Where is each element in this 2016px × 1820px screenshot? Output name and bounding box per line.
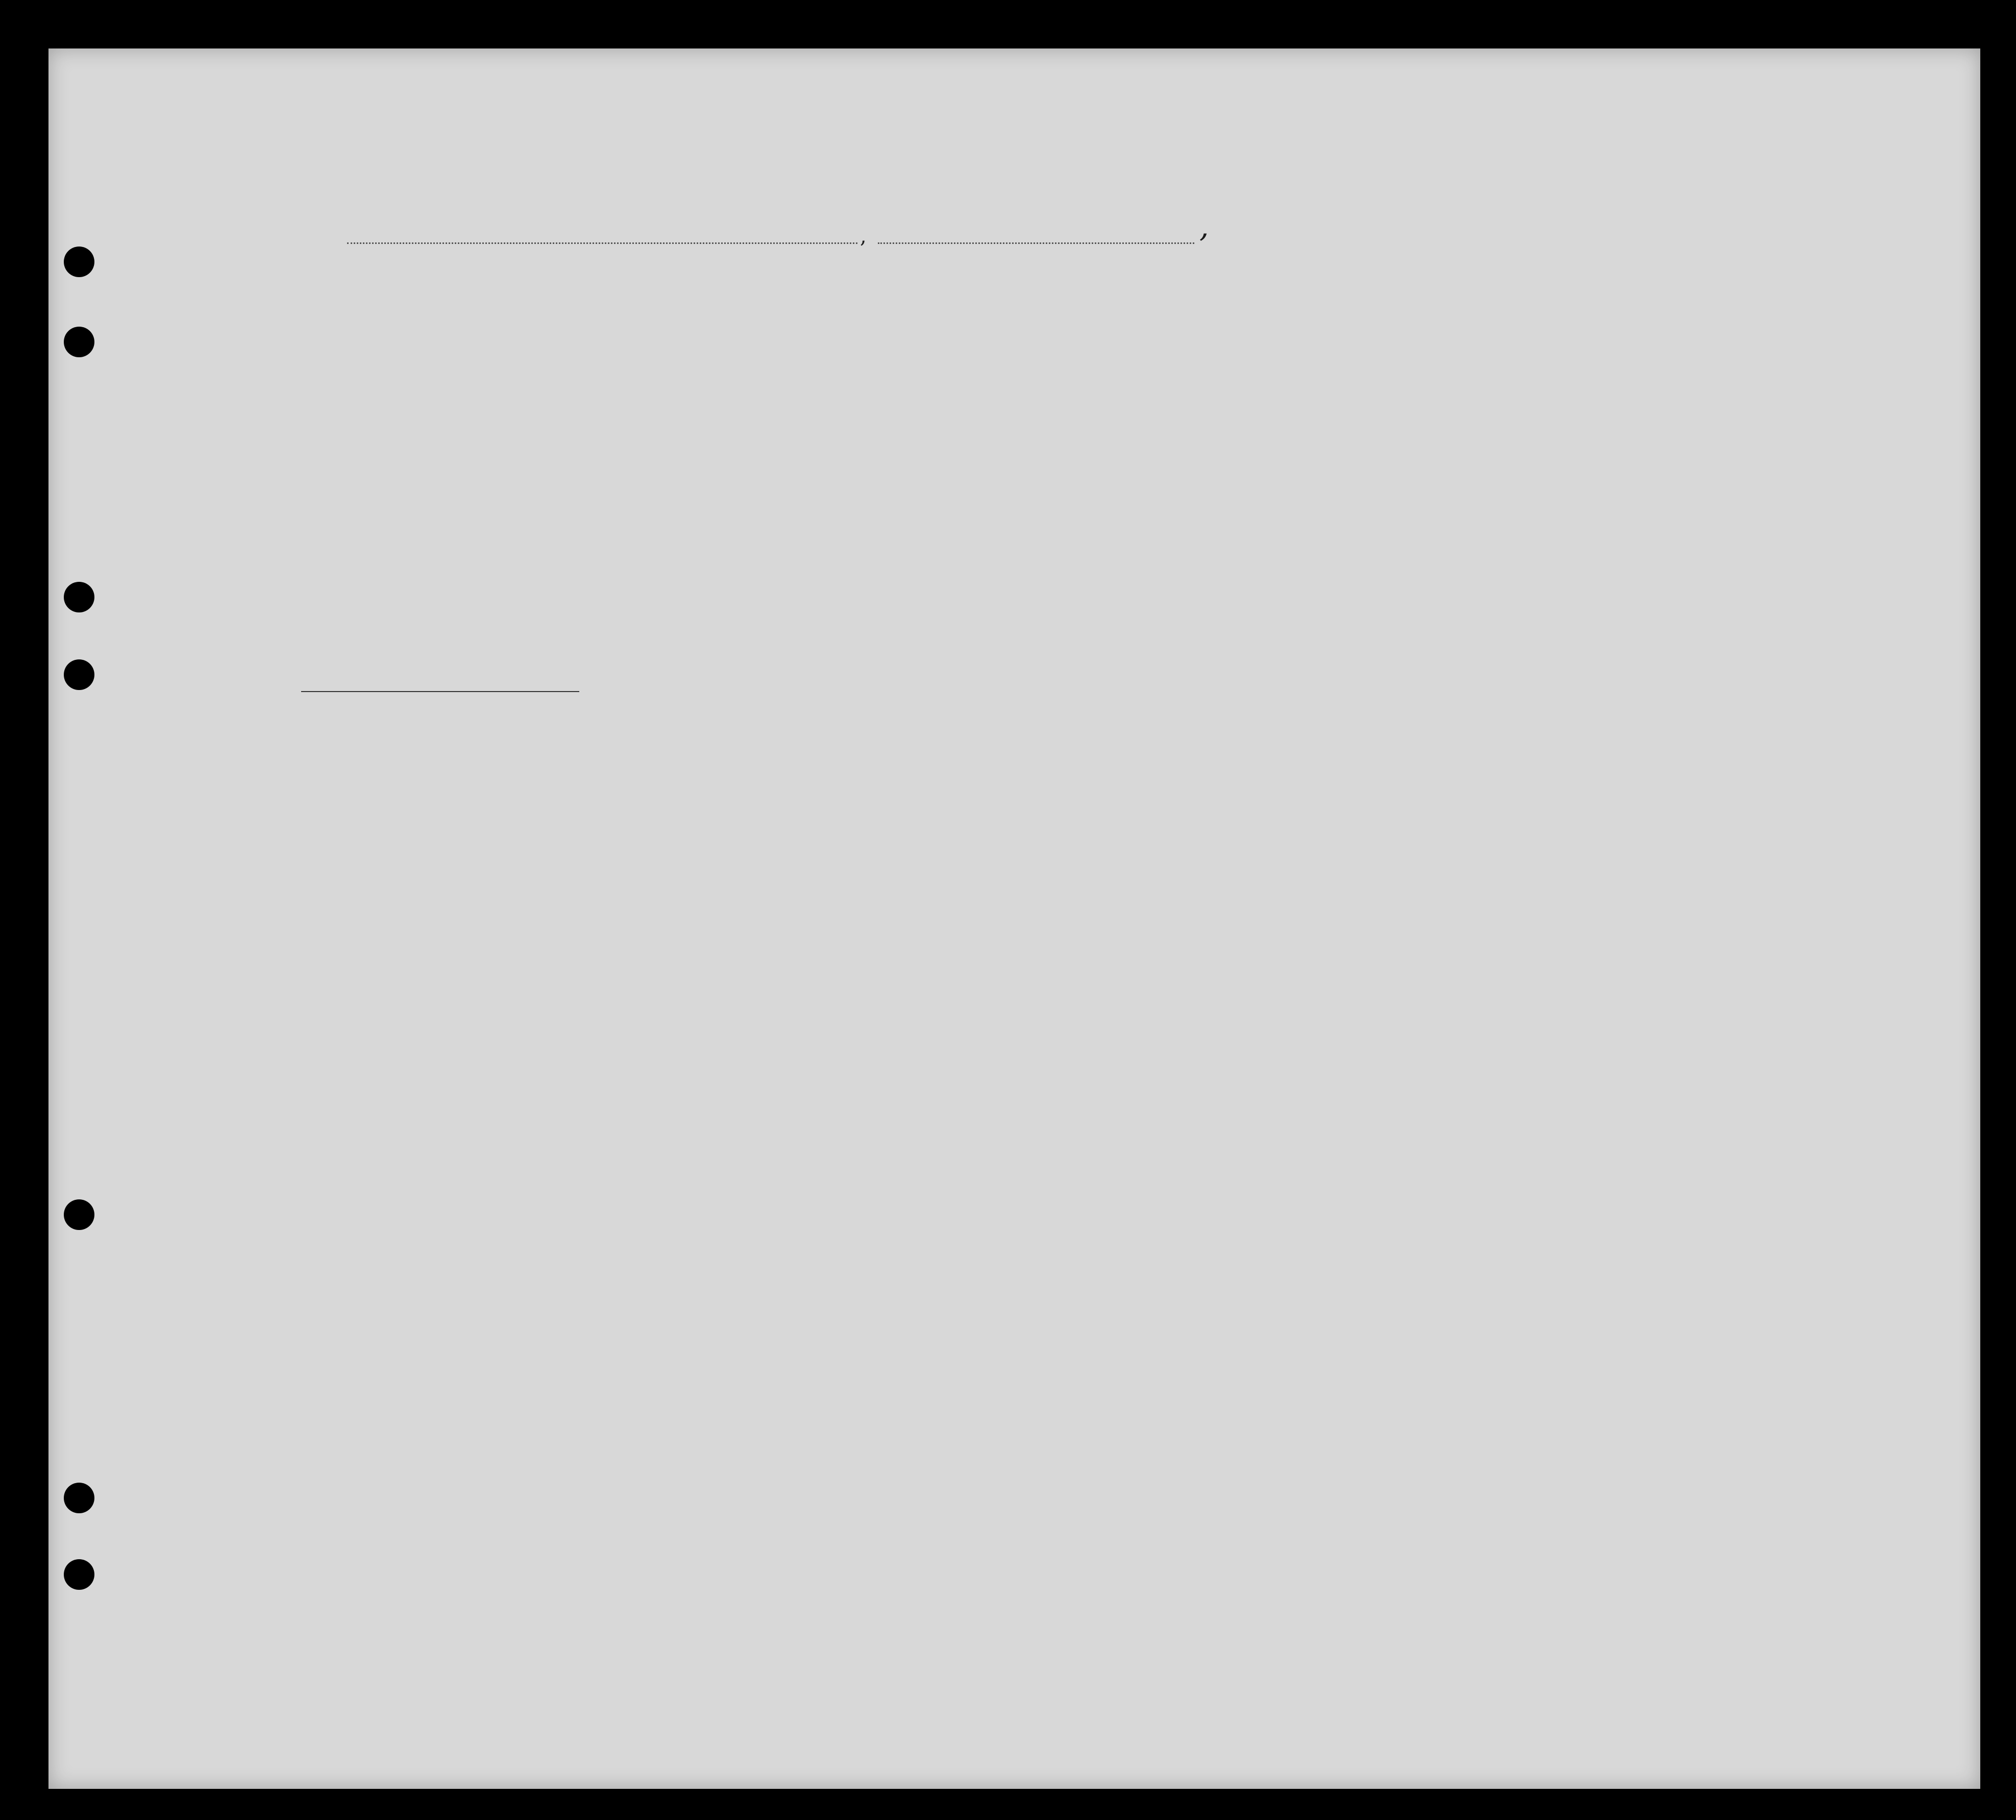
- header-polygamist: [1323, 311, 1341, 441]
- header-length: [1176, 327, 1207, 441]
- header-ticket: [586, 306, 611, 441]
- year-prefix: ,: [1199, 209, 1218, 244]
- header-prison: [1276, 311, 1307, 441]
- header-citizen: [1245, 327, 1276, 441]
- comma: ,: [860, 225, 867, 248]
- closed-underline: [301, 691, 579, 692]
- header-offer: [1427, 311, 1457, 441]
- header-fifty-dollars: [705, 309, 731, 441]
- header-anarchist: [1349, 311, 1367, 441]
- header-deported: [1466, 311, 1496, 441]
- header-return: [1134, 327, 1172, 441]
- header-overthrow: [1373, 311, 1421, 441]
